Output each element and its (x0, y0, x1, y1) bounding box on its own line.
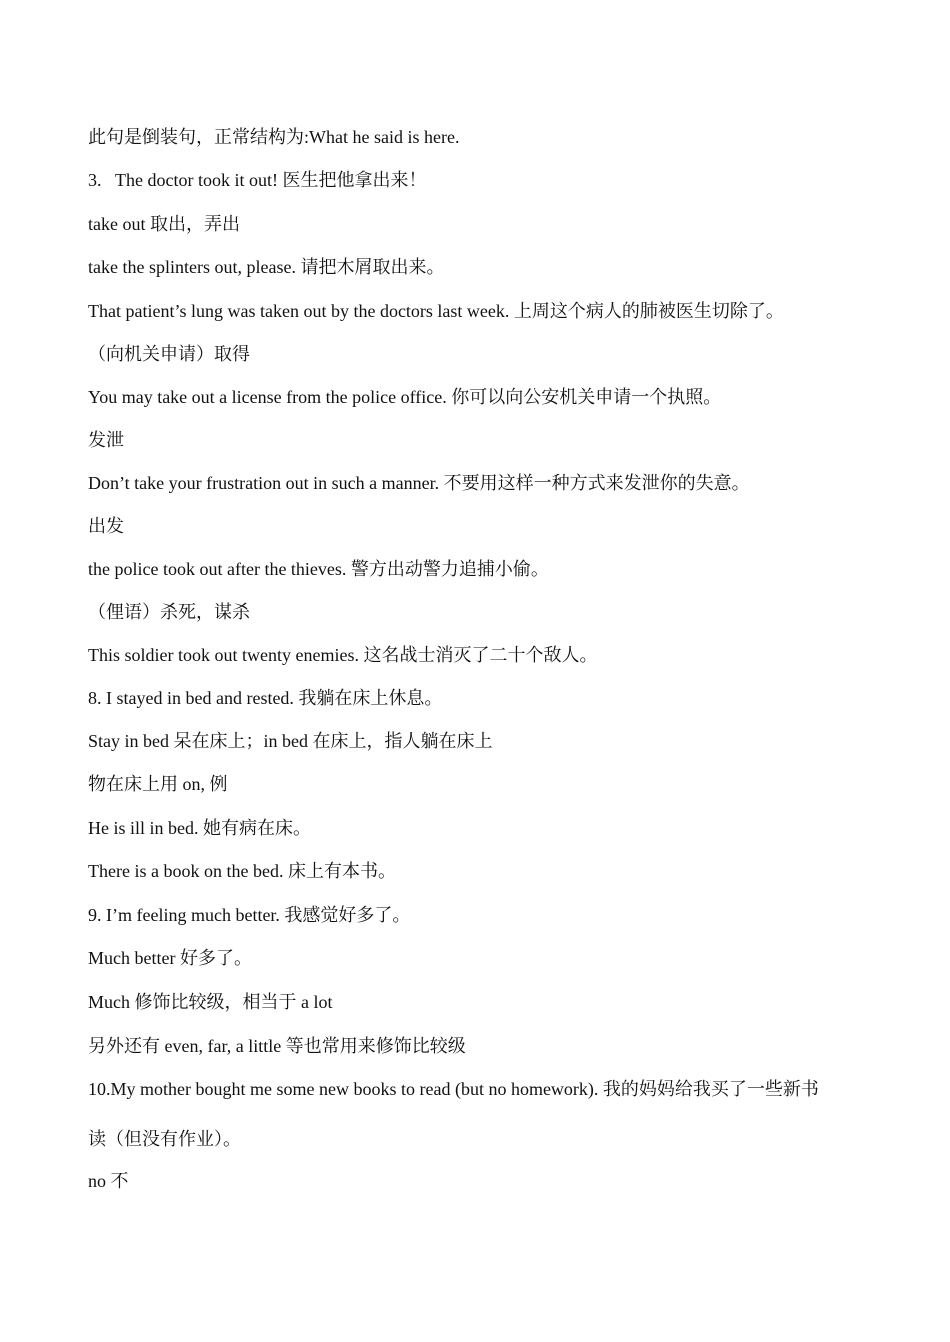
text-line: 出发 (88, 516, 124, 536)
text-line: 10.My mother bought me some new books to read (but no homework). 我的妈妈给我买了一些新书 (88, 1079, 819, 1099)
text-line: 物在床上用 on, 例 (88, 774, 228, 794)
text-line: He is ill in bed. 她有病在床。 (88, 818, 311, 838)
text-line: （向机关申请）取得 (88, 344, 250, 364)
text-line: That patient’s lung was taken out by the doctors last week. 上周这个病人的肺被医生切除了。 (88, 301, 784, 321)
text-line: You may take out a license from the police office. 你可以向公安机关申请一个执照。 (88, 387, 722, 407)
text-line: 发泄 (88, 430, 124, 450)
text-line: Don’t take your frustration out in such a manner. 不要用这样一种方式来发泄你的失意。 (88, 473, 750, 493)
text-line: take out 取出，弄出 (88, 214, 240, 234)
text-line: the police took out after the thieves. 警方出动警力追捕小偷。 (88, 559, 549, 579)
text-line: Stay in bed 呆在床上；in bed 在床上，指人躺在床上 (88, 731, 493, 751)
text-line: Much 修饰比较级，相当于 a lot (88, 992, 333, 1012)
text-line: Much better 好多了。 (88, 948, 252, 968)
text-line: 9. I’m feeling much better. 我感觉好多了。 (88, 905, 411, 925)
text-line: 3. The doctor took it out! 医生把他拿出来！ (88, 170, 427, 190)
text-line: no 不 (88, 1171, 129, 1191)
text-line: 另外还有 even, far, a little 等也常用来修饰比较级 (88, 1036, 466, 1056)
text-line: （俚语）杀死，谋杀 (88, 602, 250, 622)
text-line: This soldier took out twenty enemies. 这名战士消灭了二十个敌人。 (88, 645, 598, 665)
text-line: 此句是倒装句，正常结构为:What he said is here. (88, 127, 460, 147)
text-line: There is a book on the bed. 床上有本书。 (88, 861, 396, 881)
text-line: take the splinters out, please. 请把木屑取出来。 (88, 257, 445, 277)
text-line: 8. I stayed in bed and rested. 我躺在床上休息。 (88, 688, 443, 708)
text-line: 读（但没有作业）。 (88, 1129, 241, 1149)
